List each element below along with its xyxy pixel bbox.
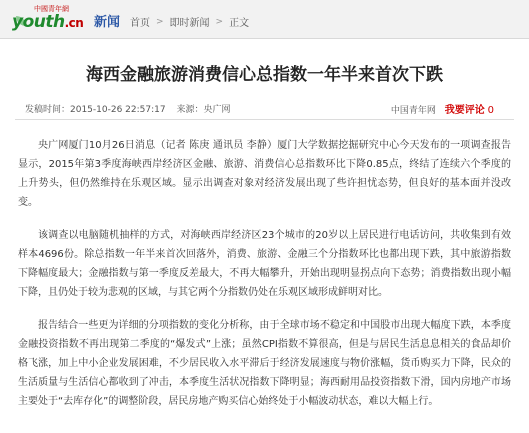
comment-link[interactable]: 我要评论 [444, 105, 485, 117]
youth-logo[interactable] [12, 4, 90, 34]
breadcrumb-separator: > [156, 16, 164, 27]
comment-count[interactable]: 0 [487, 105, 494, 117]
article-title: 海西金融旅游消费信心总指数一年半来首次下跌 [86, 65, 443, 85]
breadcrumb-separator: > [215, 16, 224, 27]
article-paragraph: 该调查以电脑随机抽样的方式，对海峡西岸经济区23个城市的20岁以上居民进行电话访问，共收集到有效样本4696份。除总指数一年半来首次回落外，消费、旅游、金融三个分指数环比也都出现下跌，其中旅游指数下降幅度最大；金融指数与第一季度反差最大，不再大幅攀升，开始出现明显拐点向下态势；消费指数出现小幅下降，且仍处于较为悲观的区域，与其它两个分指数仍处在乐观区域形成鲜明对比。 [18, 230, 511, 299]
article-paragraph: 央广网厦门10月26日消息（记者 陈庚 通讯员 李静）厦门大学数据挖掘研究中心今天发布的一项调查报告显示，2015年第3季度海峡西岸经济区金融、旅游、消费信心总指数环比下降0.85点，终结了连续六个季度的上升势头，但仍然维持在乐观区域。显示出调查对象对经济发展出现了些许担忧态势，但良好的基本面并没改变。 [18, 140, 511, 209]
article-paragraph: 报告结合一些更为详细的分项指数的变化分析称，由于全球市场不稳定和中国股市出现大幅度下跌，本季度金融投资指数不再出现第二季度的“爆发式”上涨；虽然CPI指数不算很高，但是与居民生活息息相关的食品却价格飞涨，加上中小企业发展困难，不少居民收入水平滞后于经济发展速度与物价涨幅，货币购买力下降，民众的生活质量与生活信心都收到了冲击，本季度生活状况指数下降明显；海西耐用品投资指数下滑，国内房地产市场主要处于“去库存化”的调整阶段，居民房地产购买信心始终处于小幅波动状态，难以大幅上行。 [18, 320, 511, 408]
site-name: 中国青年网 [390, 106, 436, 117]
logo-main-text: youth [12, 12, 65, 32]
article-body [0, 120, 529, 411]
breadcrumb-instant-news-link[interactable]: 即时新闻 [169, 18, 210, 29]
channel-title[interactable]: 新闻 [94, 15, 121, 30]
logo-domain-text: .cn [64, 16, 84, 30]
breadcrumb-home-link[interactable]: 首页 [130, 18, 150, 29]
breadcrumb [130, 14, 249, 29]
article-meta [15, 99, 514, 120]
logo-wordmark [12, 12, 83, 32]
logo-subtitle: 中國青年網 [34, 5, 69, 13]
site-header [0, 0, 529, 39]
publish-time: 发稿时间：2015-10-26 22:57:17 [25, 105, 166, 116]
article-source: 来源：央广网 [176, 105, 231, 116]
breadcrumb-current: 正文 [229, 18, 250, 29]
